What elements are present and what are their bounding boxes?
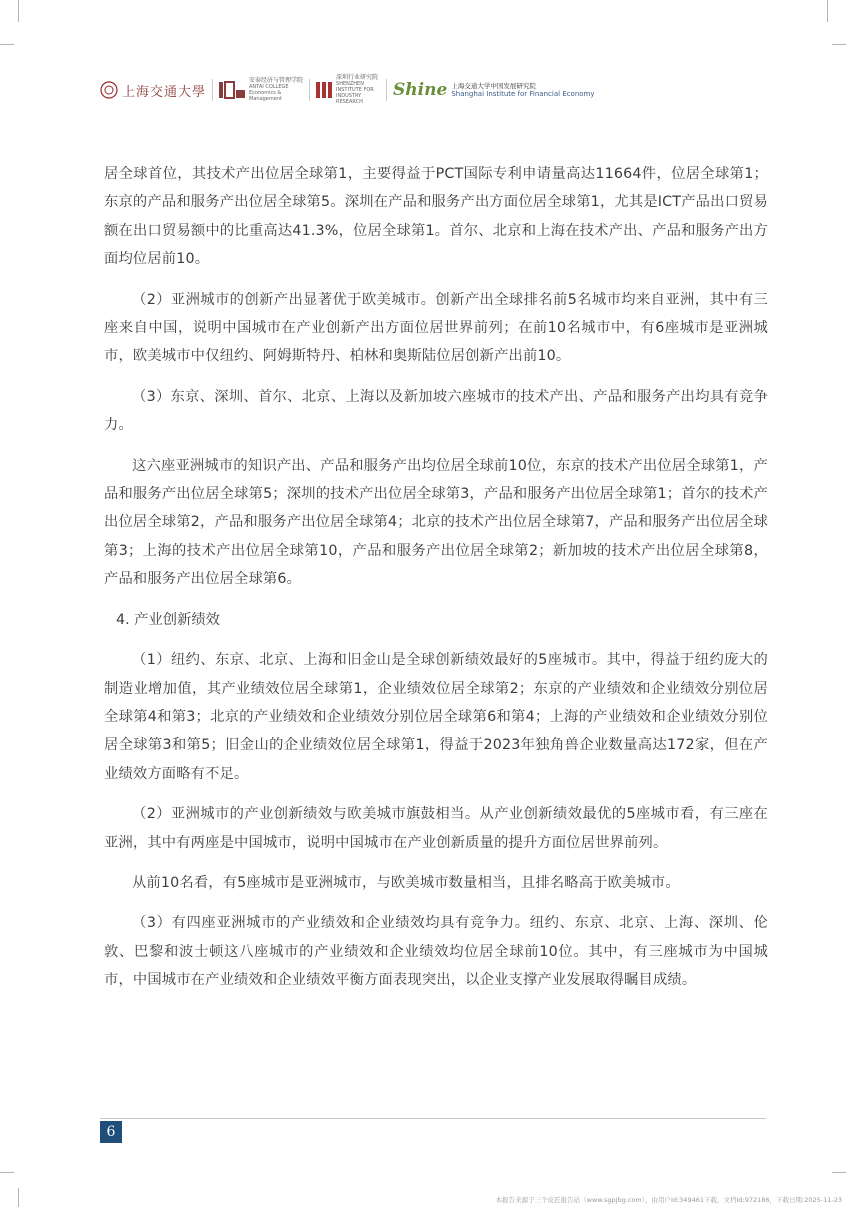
section-heading-4: 4. 产业创新绩效 xyxy=(116,611,220,628)
paragraph-2: （2）亚洲城市的创新产出显著优于欧美城市。创新产出全球排名前5名城市均来自亚洲，其中有三座来自中国，说明中国城市在产业创新产出方面位居世界前列；在前10名城市中，有6座城市是亚洲城市，欧美城市中仅纽约、阿姆斯特丹、柏林和奥斯陆位居创新产出前10。 xyxy=(104,291,768,365)
shenzhen-sub: SHENZHEN INSTITUTE FOR INDUSTRY RESEARCH xyxy=(336,81,374,105)
crop-mark-top-left xyxy=(0,44,14,45)
shine-wordmark: Shine xyxy=(393,80,448,100)
paragraph-5: （1）纽约、东京、北京、上海和旧金山是全球创新绩效最好的5座城市。其中，得益于纽约庞大的制造业增加值，其产业绩效位居全球第1，企业绩效位居全球第2；东京的产业绩效和企业绩效分别位居全球第4和第3；北京的产业绩效和企业绩效分别位居全球第6和第4；上海的产业绩效和企业绩效分别位居全球第3和第5；旧金山的企业绩效位居全球第1，得益于2023年独角兽企业数量高达172家，但在产业绩效方面略有不足。 xyxy=(104,652,768,782)
paragraph-6: （2）亚洲城市的产业创新绩效与欧美城市旗鼓相当。从产业创新绩效最优的5座城市看，有三座在亚洲，其中有两座是中国城市，说明中国城市在产业创新质量的提升方面位居世界前列。 xyxy=(104,806,768,851)
crop-mark-bottom-left xyxy=(0,1172,14,1173)
antai-sub: ANTAI COLLEGE Economics & Management xyxy=(249,84,289,102)
header-logo-strip xyxy=(100,76,595,104)
crop-mark-bottom-right xyxy=(832,1172,846,1173)
shine-logo xyxy=(393,80,594,100)
sjtu-logo-text: 上海交通大學 xyxy=(122,84,207,100)
shenzhen-text-block xyxy=(336,75,380,105)
shenzhen-institute-mark-icon xyxy=(316,80,332,100)
paragraph-4: 这六座亚洲城市的知识产出、产品和服务产出均位居全球前10位，东京的技术产出位居全球第1，产品和服务产出位居全球第5；深圳的技术产出位居全球第3，产品和服务产出位居全球第1；首尔的技术产出位居全球第2，产品和服务产出位居全球第4；北京的技术产出位居全球第7，产品和服务产出位居全球第3；上海的技术产出位居全球第10，产品和服务产出位居全球第2；新加坡的技术产出位居全球第8，产品和服务产出位居全球第6。 xyxy=(104,457,768,588)
crop-mark-bottom-left-v xyxy=(18,1188,19,1207)
page-number: 6 xyxy=(100,1121,122,1143)
document-body xyxy=(104,160,768,995)
shenzhen-name: 深圳行业研究院 xyxy=(336,74,379,81)
antai-text-block xyxy=(249,78,303,102)
shine-sub: Shanghai Institute for Financial Economy xyxy=(451,90,595,98)
crop-mark-top-right xyxy=(832,44,846,45)
sjtu-logo xyxy=(100,81,206,100)
logo-separator xyxy=(212,79,213,101)
shine-name: 上海交通大学中国发展研究院 xyxy=(451,82,536,90)
shenzhen-institute-logo xyxy=(316,75,380,105)
logo-separator xyxy=(309,79,310,101)
paragraph-3: （3）东京、深圳、首尔、北京、上海以及新加坡六座城市的技术产出、产品和服务产出均具有竞争力。 xyxy=(104,388,768,434)
footer-divider xyxy=(100,1118,766,1119)
download-watermark: 本报告来源于三个皮匠报告站（www.sgpjbg.com），由用户Id:349461下载，文档Id:972186，下载日期:2025-11-23 xyxy=(495,1196,842,1204)
paragraph-7: 从前10名看，有5座城市是亚洲城市，与欧美城市数量相当，且排名略高于欧美城市。 xyxy=(132,874,680,891)
crop-mark-top-right-v xyxy=(827,0,828,22)
shine-text-block xyxy=(451,82,594,98)
antai-logo xyxy=(219,78,303,102)
crop-mark-top-left-v xyxy=(18,0,19,22)
antai-name: 安泰经济与管理学院 xyxy=(249,77,304,84)
antai-mark-icon xyxy=(219,80,245,100)
logo-separator xyxy=(386,79,387,101)
sjtu-emblem-icon xyxy=(100,81,118,99)
paragraph-8: （3）有四座亚洲城市的产业绩效和企业绩效均具有竞争力。纽约、东京、北京、上海、深圳、伦敦、巴黎和波士顿这八座城市的产业绩效和企业绩效均位居全球前10位。其中，有三座城市为中国城市，中国城市在产业绩效和企业绩效平衡方面表现突出，以企业支撑产业发展取得瞩目成绩。 xyxy=(104,915,768,989)
paragraph-1: 居全球首位，其技术产出位居全球第1，主要得益于PCT国际专利申请量高达11664件，位居全球第1；东京的产品和服务产出位居全球第5。深圳在产品和服务产出方面位居全球第1，尤其是ICT产品出口贸易额在出口贸易额中的比重高达41.3%，位居全球第1。首尔、北京和上海在技术产出、产品和服务产出方面均位居前10。 xyxy=(104,166,768,268)
